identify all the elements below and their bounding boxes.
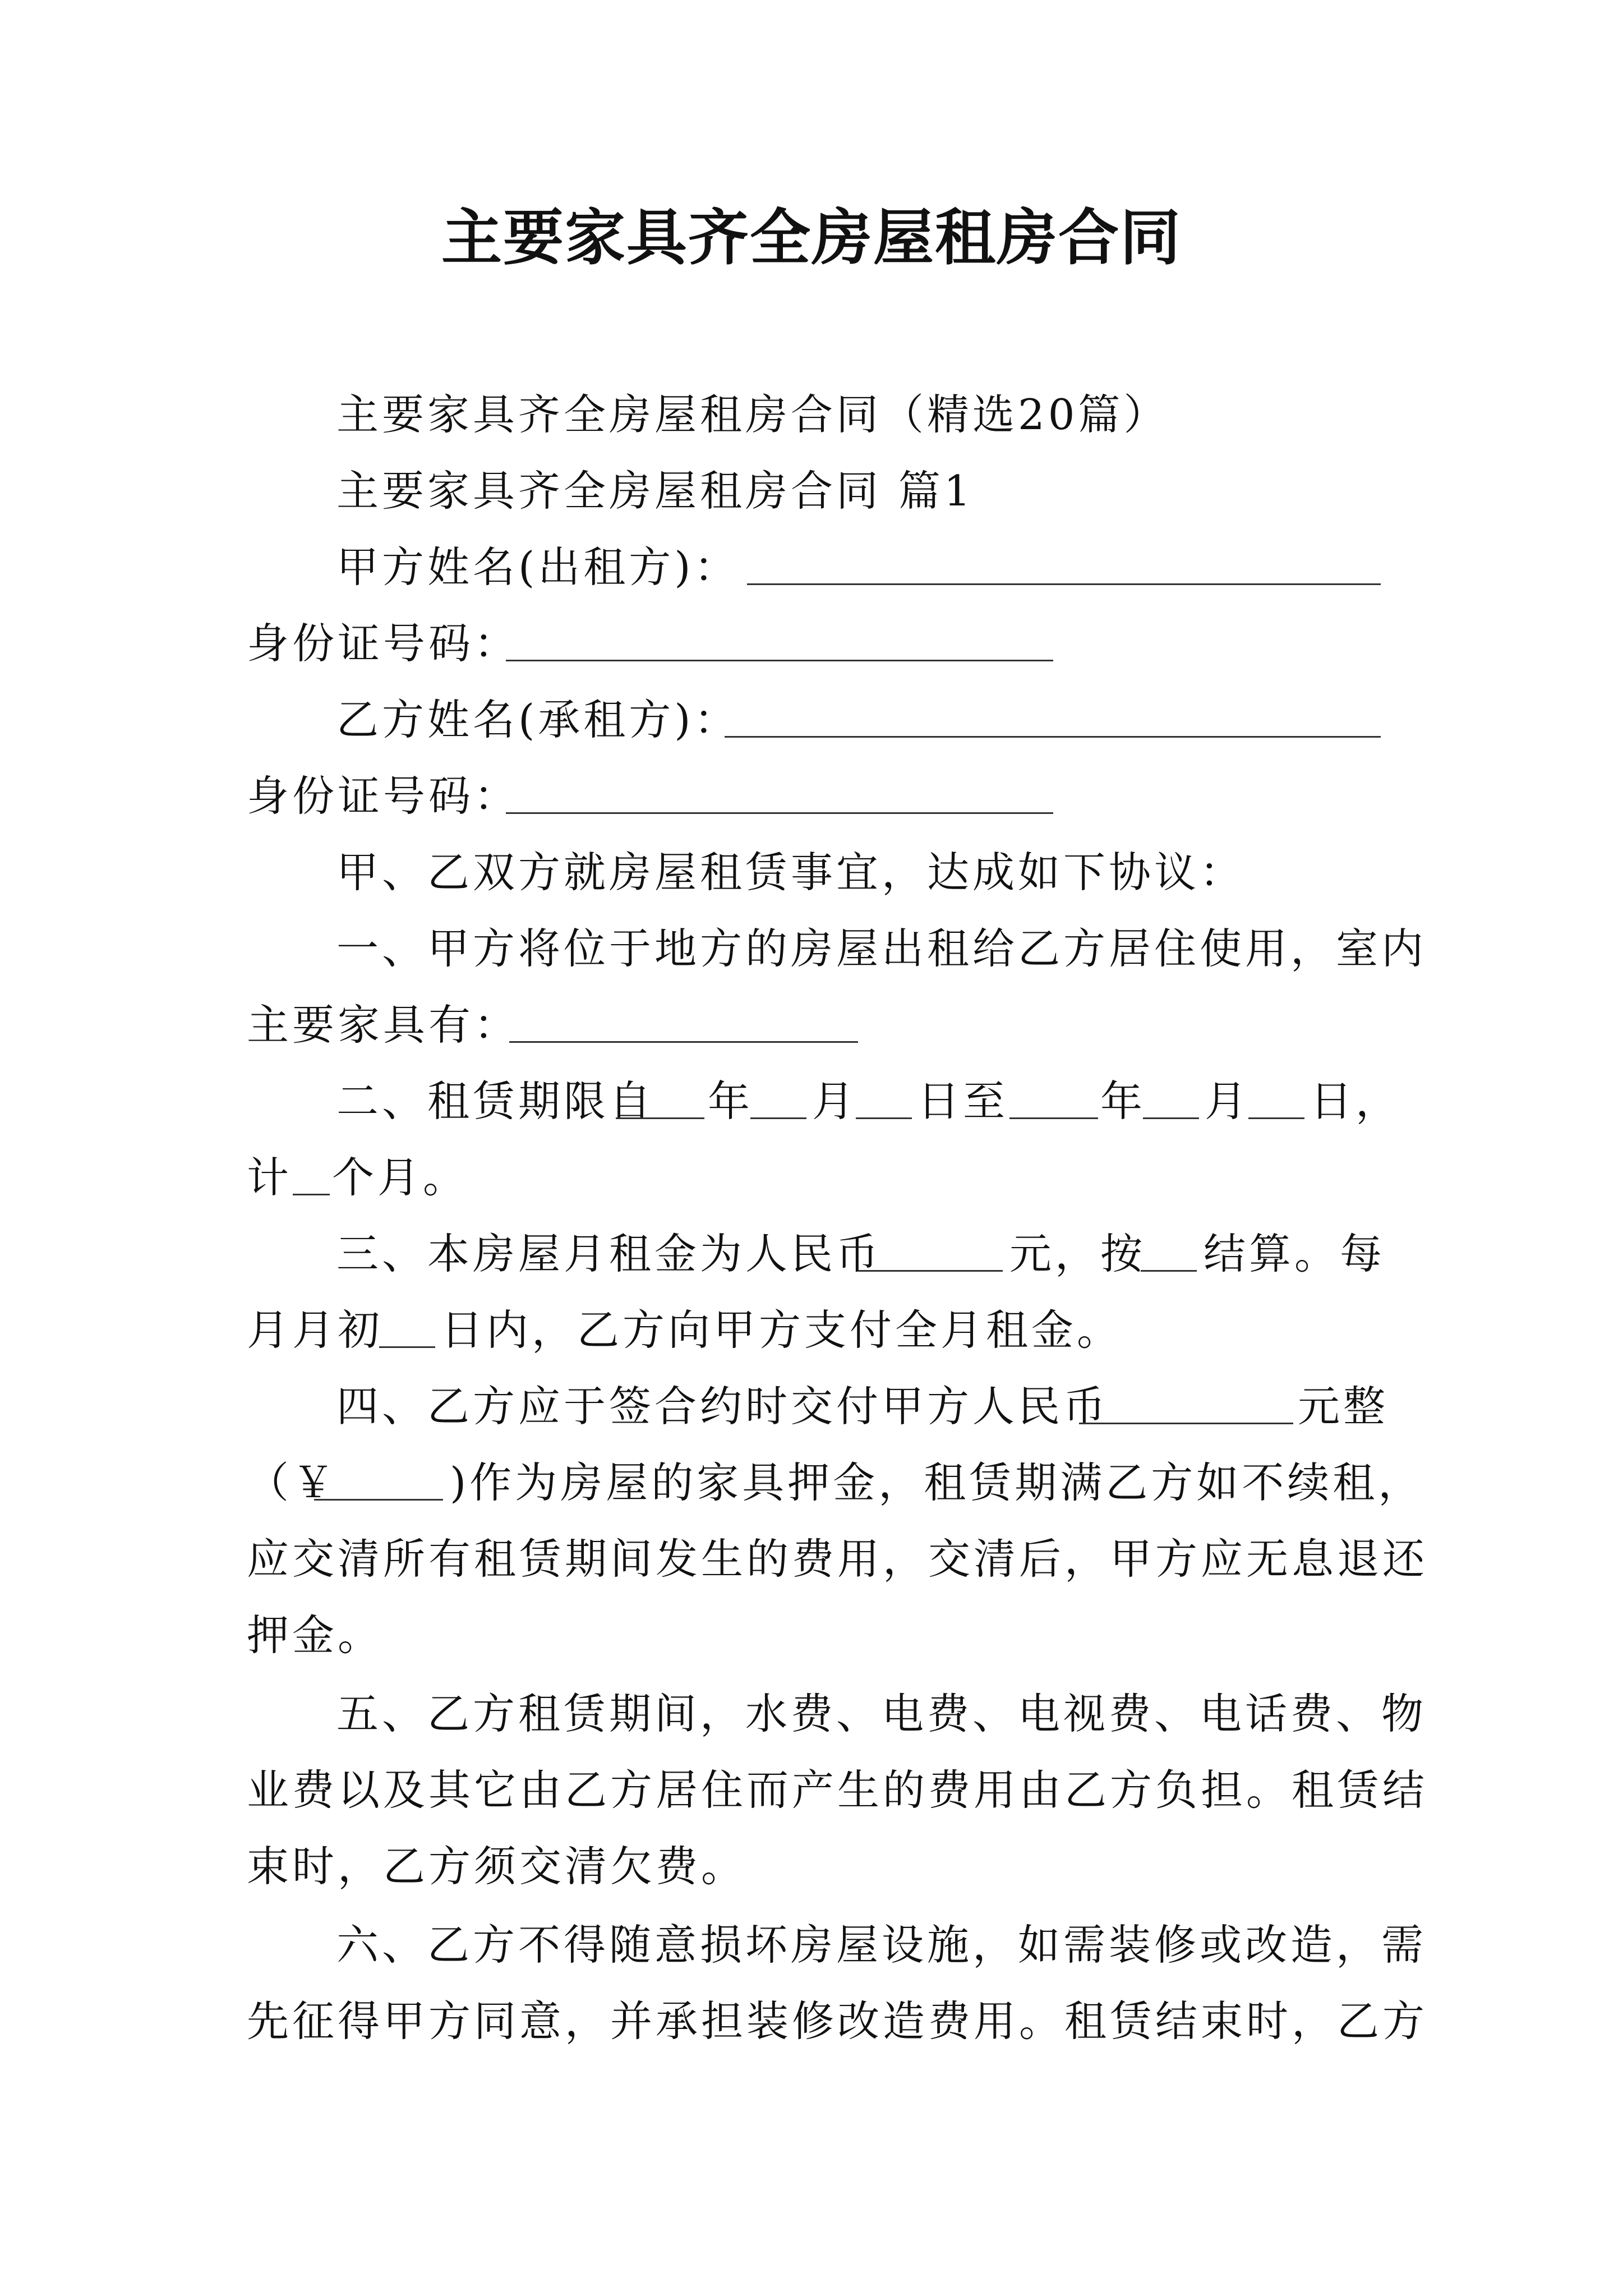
- settlement-blank: [1141, 1270, 1197, 1272]
- party-a-name-label: 甲方姓名(出租方)：: [336, 542, 740, 592]
- clause4-text-1: 四、乙方应于签合约时交付甲方人民币: [336, 1382, 1109, 1431]
- start-day-blank: [856, 1117, 912, 1119]
- clause4-text-2: 元整: [1298, 1382, 1389, 1431]
- clause3-text-1: 三、本房屋月租金为人民币: [336, 1229, 882, 1278]
- clause5-text-3: 束时，乙方须交清欠费。: [247, 1842, 747, 1891]
- deposit-figure-blank: [314, 1499, 443, 1501]
- start-year-blank: [616, 1117, 704, 1119]
- end-day-blank: [1248, 1117, 1304, 1119]
- months-count-blank: [293, 1194, 330, 1195]
- clause1-text-2: 主要家具有：: [247, 1000, 520, 1050]
- party-b-name-label: 乙方姓名(承租方)：: [336, 695, 740, 744]
- subtitle: 主要家具齐全房屋租房合同（精选20篇）: [336, 390, 1169, 439]
- end-year-blank: [1009, 1117, 1098, 1119]
- clause6-text-1: 六、乙方不得随意损坏房屋设施，如需装修或改造，需: [336, 1920, 1427, 1970]
- clause3-text-4: 月月初: [247, 1305, 384, 1355]
- deposit-amount-blank: [1079, 1423, 1293, 1424]
- clause2-text-1: 二、租赁期限自: [336, 1076, 655, 1126]
- party-a-id-blank: [506, 660, 1053, 661]
- party-b-id-blank: [506, 812, 1053, 814]
- party-b-name-blank: [725, 736, 1381, 738]
- clause5-text-1: 五、乙方租赁期间，水费、电费、电视费、电话费、物: [336, 1689, 1427, 1738]
- end-month-blank: [1143, 1117, 1199, 1119]
- clause2-text-9: 个月。: [332, 1153, 469, 1202]
- clause2-text-2: 年: [708, 1076, 754, 1126]
- monthly-rent-blank: [858, 1270, 1003, 1272]
- section-heading: 主要家具齐全房屋租房合同 篇1: [336, 466, 974, 516]
- clause2-text-4: 日至: [917, 1076, 1009, 1126]
- clause6-text-2: 先征得甲方同意，并承担装修改造费用。租赁结束时，乙方: [247, 1996, 1428, 2046]
- clause2-text-6: 月: [1205, 1076, 1251, 1126]
- clause4-text-3: （￥: [247, 1458, 338, 1507]
- clause2-text-7: 日，: [1310, 1076, 1401, 1126]
- clause4-text-4: )作为房屋的家具押金，租赁期满乙方如不续租，: [450, 1458, 1424, 1507]
- clause4-text-6: 押金。: [247, 1611, 384, 1660]
- clause2-text-8: 计: [247, 1153, 293, 1202]
- id-label-1: 身份证号码：: [247, 619, 520, 668]
- clause2-text-5: 年: [1100, 1076, 1146, 1126]
- intro-text: 甲、乙双方就房屋租赁事宜，达成如下协议：: [336, 848, 1246, 897]
- document-title: 主要家具齐全房屋租房合同: [441, 203, 1182, 273]
- clause1-text-1: 一、甲方将位于地方的房屋出租给乙方居住使用，室内: [336, 924, 1427, 973]
- clause3-text-3: 结算。每: [1204, 1229, 1386, 1278]
- clause5-text-2: 业费以及其它由乙方居住而产生的费用由乙方负担。租赁结: [247, 1765, 1428, 1815]
- clause4-text-5: 应交清所有租赁期间发生的费用，交清后，甲方应无息退还: [247, 1534, 1428, 1584]
- party-a-name-blank: [747, 583, 1381, 585]
- start-month-blank: [750, 1117, 806, 1119]
- clause3-text-5: 日内，乙方向甲方支付全月租金。: [441, 1305, 1123, 1355]
- pay-day-blank: [379, 1346, 435, 1348]
- furniture-blank: [509, 1041, 858, 1043]
- id-label-2: 身份证号码：: [247, 771, 520, 821]
- clause2-text-3: 月: [812, 1076, 858, 1126]
- clause3-text-2: 元，按: [1009, 1229, 1146, 1278]
